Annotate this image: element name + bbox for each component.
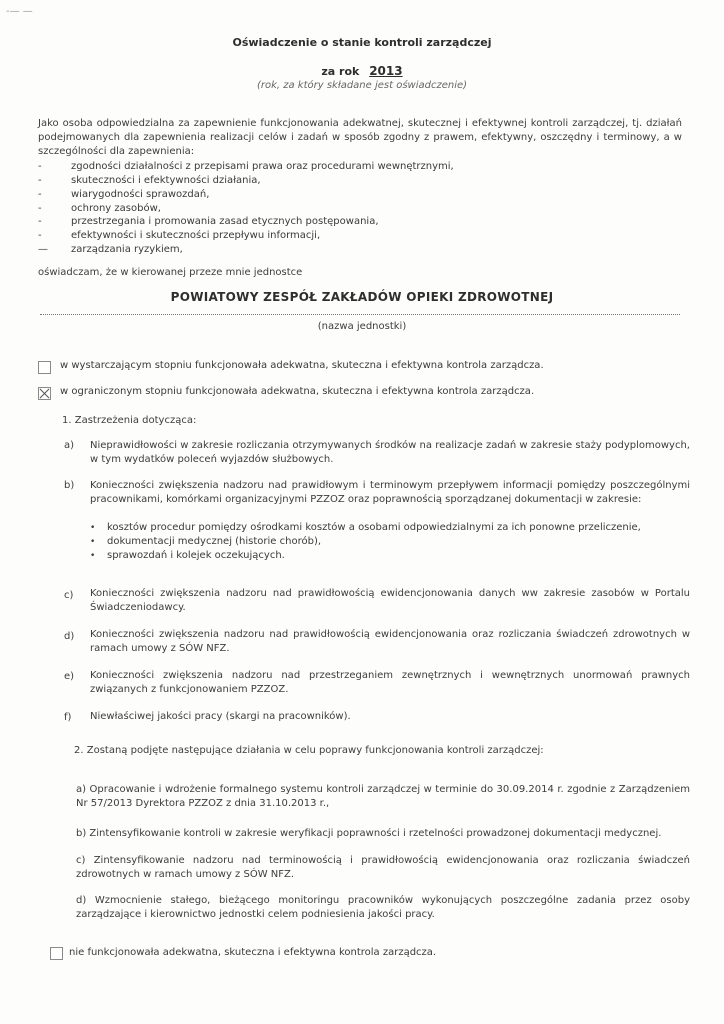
- section1-title: 1. Zastrzeżenia dotycząca:: [62, 415, 197, 426]
- reservation-text: Konieczności zwiększenia nadzoru nad prawidłowością ewidencjonowania oraz rozliczania świadczeń zdrowotnych w ramach umowy z SÓW NFZ.: [90, 629, 690, 654]
- list-item: wiarygodności sprawozdań,: [71, 189, 210, 200]
- reservation-text: Konieczności zwiększenia nadzoru nad przestrzeganiem zewnętrznych i wewnętrznych unormowań prawnych związanych z funkcjonowaniem PZZOZ.: [90, 670, 690, 695]
- reservation-text: Niewłaściwej jakości pracy (skargi na pracowników).: [90, 711, 351, 722]
- section2-title: 2. Zostaną podjęte następujące działania w celu poprawy funkcjonowania kontroli zarządczej:: [74, 745, 544, 756]
- option-limited-checkbox[interactable]: [38, 387, 51, 400]
- unit-name: POWIATOWY ZESPÓŁ ZAKŁADÓW OPIEKI ZDROWOTNEJ: [170, 290, 554, 304]
- list-item: sprawozdań i kolejek oczekujących.: [107, 550, 285, 561]
- unit-dotted-line: [40, 314, 680, 315]
- unit-caption: (nazwa jednostki): [317, 321, 407, 332]
- action-item: b) Zintensyfikowanie kontroli w zakresie weryfikacji poprawności i rzetelności prowadzonej dokumentacji medycznej.: [76, 828, 662, 839]
- year-line: [0, 64, 724, 78]
- option-limited-label: w ograniczonym stopniu funkcjonowała adekwatna, skuteczna i efektywna kontrola zarządcza.: [60, 386, 535, 397]
- year-prefix: za rok: [321, 65, 360, 78]
- reservation-letter: c): [64, 590, 74, 601]
- reservation-letter: d): [64, 631, 75, 642]
- list-item: dokumentacji medycznej (historie chorób),: [107, 536, 322, 547]
- reservation-letter: e): [64, 671, 75, 682]
- reservation-text: Konieczności zwiększenia nadzoru nad prawidłowym i terminowym przepływem informacji pomiędzy poszczególnymi pracownikami, komórkami organizacyjnymi PZZOZ oraz poprawnością sporządzanej dokumentacji w zakresie:: [90, 480, 690, 505]
- option-sufficient-checkbox[interactable]: [38, 361, 51, 374]
- reservation-text: Nieprawidłowości w zakresie rozliczania otrzymywanych środków na realizacje zadań w zakresie staży podyplomowych, w tym wydatków poleceń wyjazdów służbowych.: [90, 440, 690, 465]
- document-page: -— — Oświadczenie o stanie kontroli zarządczej za rok 2013 (rok, za który składane jest oświadczenie) Jako osoba odpowiedzialna za zapewnienie funkcjonowania adekwatnej, skutecznej i efektywnej kontroli zarządczej, tj. działań podejmowanych dla zapewnienia realizacji celów i zadań w sposób zgodny z prawem, efektywny, oszczędny i terminowy, a w szczególności dla zapewnienia: - zgodności działalności z przepisami prawa oraz procedurami wewnętrznymi, - skuteczności i efektywności działania, - wiarygodności sprawozdań, - ochrony zasobów, - przestrzegania i promowania zasad etycznych postępowania, - efektywności i skuteczności przepływu informacji, — zarządzania ryzykiem, oświadczam, że w kierowanej przeze mnie jednostce POWIATOWY ZESPÓŁ ZAKŁADÓW OPIEKI ZDROWOTNEJ (nazwa jednostki) w wystarczającym stopniu funkcjonowała adekwatna, skuteczna i efektywna kontrola zarządcza. w ograniczonym stopniu funkcjonowała adekwatna, skuteczna i efektywna kontrola zarządcza. 1. Zastrzeżenia dotycząca: a) Nieprawidłowości w zakresie rozliczania otrzymywanych środków na realizacje zadań w zakresie staży podyplomowych, w tym wydatków poleceń wyjazdów służbowych. b) Konieczności zwiększenia nadzoru nad prawidłowym i terminowym przepływem informacji pomiędzy poszczególnymi pracownikami, komórkami organizacyjnymi PZZOZ oraz poprawnością sporządzanej dokumentacji w zakresie: • kosztów procedur pomiędzy ośrodkami kosztów a osobami odpowiedzialnymi za ich ponowne przeliczenie, • dokumentacji medycznej (historie chorób), • sprawozdań i kolejek oczekujących. c) Konieczności zwiększenia nadzoru nad prawidłowością ewidencjonowania danych ww zakresie zasobów w Portalu Świadczeniodawcy. d) Konieczności zwiększenia nadzoru nad prawidłowością ewidencjonowania oraz rozliczania świadczeń zdrowotnych w ramach umowy z SÓW NFZ. e) Konieczności zwiększenia nadzoru nad przestrzeganiem zewnętrznych i wewnętrznych unormowań prawnych związanych z funkcjonowaniem PZZOZ. f) Niewłaściwej jakości pracy (skargi na pracowników). 2. Zostaną podjęte następujące działania w celu poprawy funkcjonowania kontroli zarządczej: a) Opracowanie i wdrożenie formalnego systemu kontroli zarządczej w terminie do 30.09.2014 r. zgodnie z Zarządzeniem Nr 57/2013 Dyrektora PZZOZ z dnia 31.10.2013 r., b) Zintensyfikowanie kontroli w zakresie weryfikacji poprawności i rzetelności prowadzonej dokumentacji medycznej. c) Zintensyfikowanie nadzoru nad terminowością i prawidłowością ewidencjonowania oraz rozliczania świadczeń zdrowotnych w ramach umowy z SÓW NFZ. d) Wzmocnienie stałego, bieżącego monitoringu pracowników wykonujących poszczególne zadania przez osoby zarządzające i kierownictwo jednostki celem podniesienia jakości pracy. nie funkcjonowała adekwatna, skuteczna i efektywna kontrola zarządcza.: [0, 0, 724, 1024]
- reservation-letter: f): [64, 712, 72, 723]
- corner-mark: -— —: [6, 6, 33, 17]
- action-item: d) Wzmocnienie stałego, bieżącego monitoringu pracowników wykonujących poszczególne zadania przez osoby zarządzające i kierownictwo jednostki celem podniesienia jakości pracy.: [76, 895, 690, 920]
- list-item: przestrzegania i promowania zasad etycznych postępowania,: [71, 216, 379, 227]
- intro-paragraph: Jako osoba odpowiedzialna za zapewnienie funkcjonowania adekwatnej, skutecznej i efektywnej kontroli zarządczej, tj. działań podejmowanych dla zapewnienia realizacji celów i zadań w sposób zgodny z prawem, efektywny, oszczędny i terminowy, a w szczególności dla zapewnienia:: [38, 118, 682, 157]
- list-item: zgodności działalności z przepisami prawa oraz procedurami wewnętrznymi,: [71, 161, 454, 172]
- option-sufficient-label: w wystarczającym stopniu funkcjonowała adekwatna, skuteczna i efektywna kontrola zarządcza.: [60, 360, 544, 371]
- list-item: ochrony zasobów,: [71, 203, 161, 214]
- year-note: (rok, za który składane jest oświadczenie): [256, 80, 468, 91]
- option-not-functioning-label: nie funkcjonowała adekwatna, skuteczna i efektywna kontrola zarządcza.: [69, 947, 437, 958]
- reservation-text: Konieczności zwiększenia nadzoru nad prawidłowością ewidencjonowania danych ww zakresie zasobów w Portalu Świadczeniodawcy.: [90, 588, 690, 613]
- document-title: Oświadczenie o stanie kontroli zarządczej: [232, 36, 492, 49]
- year-value: 2013: [369, 64, 403, 78]
- action-item: a) Opracowanie i wdrożenie formalnego systemu kontroli zarządczej w terminie do 30.09.2014 r. zgodnie z Zarządzeniem Nr 57/2013 Dyrektora PZZOZ z dnia 31.10.2013 r.,: [76, 784, 690, 809]
- reservation-letter: a): [64, 440, 75, 451]
- list-item: efektywności i skuteczności przepływu informacji,: [71, 230, 321, 241]
- list-item: zarządzania ryzykiem,: [71, 244, 183, 255]
- list-item: skuteczności i efektywności działania,: [71, 175, 261, 186]
- declaration-text: oświadczam, że w kierowanej przeze mnie jednostce: [38, 267, 303, 278]
- option-not-functioning-checkbox[interactable]: [50, 947, 63, 960]
- list-item: kosztów procedur pomiędzy ośrodkami kosztów a osobami odpowiedzialnymi za ich ponowne przeliczenie,: [107, 522, 641, 533]
- action-item: c) Zintensyfikowanie nadzoru nad terminowością i prawidłowością ewidencjonowania oraz rozliczania świadczeń zdrowotnych w ramach umowy z SÓW NFZ.: [76, 855, 690, 880]
- reservation-letter: b): [64, 480, 75, 491]
